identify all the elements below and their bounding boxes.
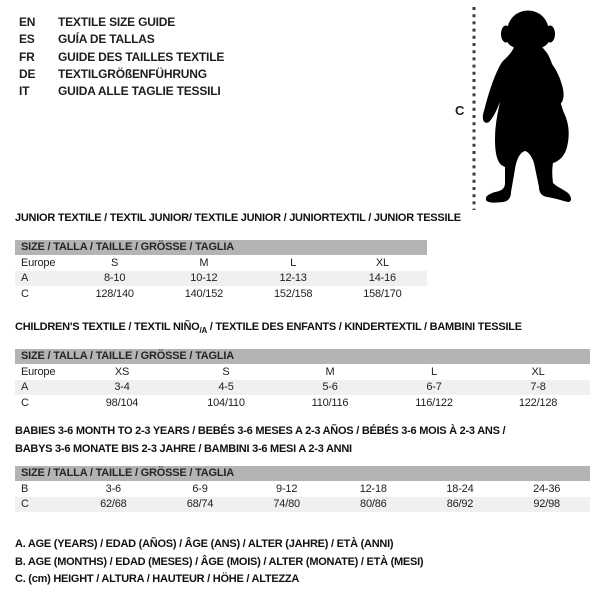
cell: 7-8 [530, 381, 546, 394]
height-marker-label: C [455, 103, 465, 118]
cell: 12-18 [359, 482, 387, 495]
cell: 62/68 [100, 498, 127, 511]
babies-title-line1: BABIES 3-6 MONTH TO 2-3 YEARS / BEBÉS 3-6 MESES A 2-3 AÑOS / BÉBÉS 3-6 MOIS À 2-3 ANS / [15, 425, 506, 437]
row-label: Europe [21, 365, 56, 378]
language-row-it [19, 83, 224, 100]
cell: 3-6 [105, 482, 121, 495]
table-row [15, 497, 590, 513]
language-label: GUIDE DES TAILLES TEXTILE [58, 49, 225, 64]
language-code: FR [19, 49, 35, 64]
cell: 24-36 [533, 482, 561, 495]
cell: 140/152 [184, 287, 224, 300]
cell: 14-16 [368, 272, 396, 285]
children-title [15, 321, 590, 335]
language-label: TEXTILGRÖßENFÜHRUNG [58, 66, 207, 81]
height-marker-dotted-line [471, 7, 477, 210]
cell: 104/110 [207, 396, 245, 409]
junior-table [15, 255, 427, 302]
table-row [15, 286, 427, 302]
children-size-band: SIZE / TALLA / TAILLE / GRÖSSE / TAGLIA [15, 349, 590, 364]
cell: 3-4 [114, 381, 130, 394]
toddler-silhouette-icon [479, 5, 600, 205]
children-section [15, 321, 590, 411]
junior-title: JUNIOR TEXTILE / TEXTIL JUNIOR/ TEXTILE JUNIOR / JUNIORTEXTIL / JUNIOR TESSILE [15, 212, 461, 224]
babies-title-line2: BABYS 3-6 MONATE BIS 2-3 JAHRE / BAMBINI 3-6 MESI A 2-3 ANNI [15, 442, 352, 455]
language-label: GUÍA DE TALLAS [58, 32, 155, 47]
language-row-en [19, 14, 224, 31]
row-label: Europe [21, 256, 56, 269]
cell: XL [531, 365, 545, 378]
babies-section [15, 423, 590, 512]
cell: 9-12 [276, 482, 298, 495]
row-label: A [21, 272, 29, 285]
table-row [15, 255, 427, 271]
cell: 12-13 [279, 272, 307, 285]
cell: 98/104 [105, 396, 139, 409]
children-title-sub: /A [199, 326, 207, 336]
junior-size-band: SIZE / TALLA / TAILLE / GRÖSSE / TAGLIA [15, 240, 427, 255]
cell: S [222, 365, 230, 378]
table-row [15, 364, 590, 380]
cell: 68/74 [186, 498, 214, 511]
row-label: A [21, 381, 29, 394]
cell: 74/80 [273, 498, 300, 511]
cell: XL [375, 256, 389, 269]
language-code: ES [19, 32, 35, 47]
cell: 5-6 [322, 381, 338, 394]
babies-title [15, 423, 590, 458]
cell: 80/86 [360, 498, 387, 511]
cell: M [199, 256, 209, 269]
cell: 110/116 [311, 396, 349, 409]
cell: 18-24 [446, 482, 474, 495]
cell: 116/122 [415, 396, 453, 409]
note-age-years: A. AGE (YEARS) / EDAD (AÑOS) / ÂGE (ANS) / ALTER (JAHRE) / ETÀ (ANNI) [15, 538, 394, 550]
children-table [15, 364, 590, 411]
babies-table [15, 481, 590, 512]
table-row [15, 395, 590, 411]
note-age-months: B. AGE (MONTHS) / EDAD (MESES) / ÂGE (MOIS) / ALTER (MONATE) / ETÀ (MESI) [15, 555, 424, 568]
babies-size-band: SIZE / TALLA / TAILLE / GRÖSSE / TAGLIA [15, 466, 590, 481]
junior-section [15, 212, 461, 302]
cell: 158/170 [363, 287, 402, 300]
language-guide-list [19, 14, 224, 100]
note-height-cm: C. (cm) HEIGHT / ALTURA / HAUTEUR / HÖHE / ALTEZZA [15, 573, 300, 585]
table-row [15, 271, 427, 287]
language-code: DE [19, 66, 36, 81]
children-title-pre: CHILDREN'S TEXTILE / TEXTIL NIÑO [15, 321, 200, 333]
children-title-post: / TEXTILE DES ENFANTS / KINDERTEXTIL / BAMBINI TESSILE [206, 321, 522, 333]
cell: 10-12 [190, 272, 218, 285]
cell: M [325, 365, 335, 378]
row-label: C [21, 287, 29, 300]
cell: L [431, 365, 437, 378]
row-label: C [21, 498, 29, 511]
table-row [15, 380, 590, 396]
language-code: IT [19, 84, 30, 99]
language-label: GUIDA ALLE TAGLIE TESSILI [58, 84, 221, 99]
cell: 92/98 [533, 498, 560, 511]
cell: 4-5 [218, 381, 234, 394]
cell: S [111, 256, 119, 269]
cell: 8-10 [104, 272, 126, 285]
cell: 122/128 [518, 396, 558, 409]
cell: XS [114, 365, 130, 378]
language-label: TEXTILE SIZE GUIDE [58, 15, 176, 29]
row-label: B [21, 482, 29, 495]
cell: 6-7 [426, 381, 442, 394]
cell: L [290, 256, 297, 269]
language-row-es [19, 31, 224, 48]
cell: 6-9 [192, 482, 208, 495]
language-code: EN [19, 15, 36, 29]
table-row [15, 481, 590, 497]
cell: 128/140 [95, 287, 134, 300]
measurement-notes [15, 536, 423, 589]
language-row-fr [19, 49, 224, 66]
language-row-de [19, 66, 224, 83]
cell: 86/92 [446, 498, 474, 511]
row-label: C [21, 396, 29, 409]
cell: 152/158 [273, 287, 313, 300]
